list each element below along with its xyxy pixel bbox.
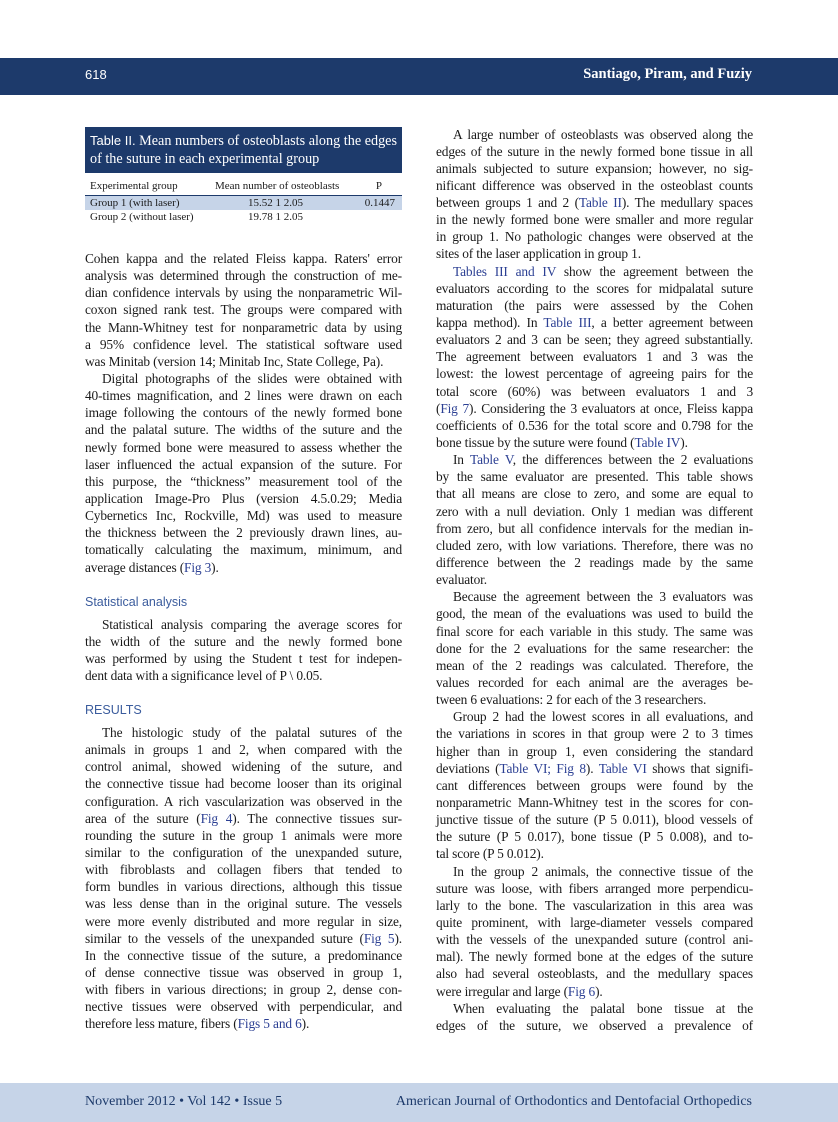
page-number: 618 bbox=[85, 67, 107, 82]
text-line bbox=[436, 623, 753, 640]
text-segment: cluded zero, with low variations. Therefore, there was no bbox=[436, 537, 753, 553]
text-segment: Group 2 had the lowest scores in all evaluations, and bbox=[453, 709, 753, 725]
text-segment: this purpose, the “thickness” measurement tool of the bbox=[85, 473, 402, 489]
text-line bbox=[85, 1015, 402, 1032]
text-line bbox=[436, 1017, 753, 1034]
text-segment: ( bbox=[436, 400, 441, 416]
text-segment: 40-times magnification, and 2 lines were drawn on each bbox=[85, 388, 402, 404]
text-line bbox=[436, 383, 753, 400]
section-heading-results: RESULTS bbox=[85, 703, 142, 717]
text-line bbox=[436, 931, 753, 948]
text-line bbox=[436, 520, 753, 537]
cross-reference-link[interactable]: Fig 5 bbox=[363, 930, 395, 946]
text-segment: the width of the suture and the newly formed bone bbox=[85, 634, 402, 650]
text-line bbox=[436, 245, 753, 262]
text-segment: , a better agreement between bbox=[591, 315, 754, 331]
text-segment: animals in groups 1 and 2, when compared with the bbox=[85, 742, 402, 758]
text-line bbox=[85, 827, 402, 844]
text-line bbox=[85, 490, 402, 507]
text-line bbox=[436, 674, 753, 691]
text-line bbox=[85, 421, 402, 438]
col-header-group: Experimental group bbox=[90, 180, 178, 192]
cross-reference-link[interactable]: Fig 7 bbox=[440, 400, 470, 416]
text-line bbox=[436, 126, 753, 143]
text-line bbox=[436, 280, 753, 297]
text-segment: analysis was determined through the construction of me- bbox=[85, 268, 402, 284]
text-segment: newly formed bone were measured to assess whether the bbox=[85, 439, 402, 455]
text-line bbox=[85, 404, 402, 421]
text-line bbox=[85, 758, 402, 775]
text-line bbox=[436, 1000, 753, 1017]
text-segment: ). bbox=[211, 559, 219, 575]
text-line bbox=[436, 845, 753, 862]
journal-name: American Journal of Orthodontics and Dentofacial Orthopedics bbox=[395, 1094, 752, 1109]
text-segment: dent data with a significance level of P \ 0.05. bbox=[85, 668, 323, 684]
table-caption: Mean numbers of osteoblasts along the edges of the suture in each experimental group bbox=[90, 133, 397, 167]
text-segment: with the vessels of the unexpanded suture (control ani- bbox=[436, 932, 753, 948]
text-line bbox=[85, 775, 402, 792]
issue-info: November 2012 • Vol 142 • Issue 5 bbox=[85, 1094, 283, 1109]
text-segment: edges of the suture, we observed a prevalence of bbox=[436, 1017, 753, 1033]
text-line bbox=[436, 417, 753, 434]
text-segment: final score for each variable in this study. The same was bbox=[436, 623, 753, 639]
table-ii bbox=[85, 127, 402, 224]
text-line bbox=[85, 456, 402, 473]
text-line bbox=[85, 507, 402, 524]
text-line bbox=[436, 485, 753, 502]
cross-reference-link[interactable]: Table II bbox=[578, 195, 622, 211]
text-segment: that all means are close to zero, and some are equal to bbox=[436, 486, 753, 502]
text-line bbox=[85, 810, 402, 827]
text-segment: Because the agreement between the 3 evaluators was bbox=[453, 589, 753, 605]
text-line bbox=[436, 228, 753, 245]
cross-reference-link[interactable]: Fig 4 bbox=[200, 810, 233, 826]
text-segment: between groups 1 and 2 ( bbox=[436, 195, 579, 211]
cross-reference-link[interactable]: Table III bbox=[543, 315, 592, 331]
text-line bbox=[436, 571, 753, 588]
text-line bbox=[436, 965, 753, 982]
text-segment: animals subjected to suture expansion; however, no sig- bbox=[436, 160, 753, 176]
text-segment: maturation (the pairs were assessed by the Cohen bbox=[436, 297, 753, 313]
text-segment: ). bbox=[301, 1016, 310, 1032]
text-segment: with fibers in various directions; in group 2, dense con- bbox=[85, 982, 402, 998]
cross-reference-link[interactable]: Tables III and IV bbox=[453, 263, 556, 279]
text-line bbox=[436, 365, 753, 382]
text-segment: area of the suture ( bbox=[85, 810, 201, 826]
text-segment: tal score (P 5 0.012). bbox=[436, 846, 544, 862]
text-segment: a 95% confidence level. The statistical software used bbox=[85, 336, 402, 352]
text-line bbox=[85, 336, 402, 353]
text-line bbox=[436, 537, 753, 554]
text-line bbox=[436, 777, 753, 794]
text-segment: laser influenced the actual expansion of the suture. For bbox=[85, 456, 402, 472]
text-segment: by the same evaluator are presented. This table shows bbox=[436, 469, 753, 485]
text-line bbox=[85, 878, 402, 895]
text-line bbox=[436, 143, 753, 160]
text-line bbox=[436, 914, 753, 931]
table-header-row bbox=[85, 179, 402, 196]
text-line bbox=[436, 760, 753, 777]
text-line bbox=[436, 588, 753, 605]
text-segment: average distances ( bbox=[85, 559, 185, 575]
text-line bbox=[85, 861, 402, 878]
text-segment: total score (60%) was between evaluators 1 and 3 bbox=[436, 383, 753, 399]
text-line bbox=[436, 983, 753, 1000]
text-segment: coefficients of 0.536 for the total score and 0.798 for the bbox=[436, 417, 753, 433]
text-line bbox=[436, 348, 753, 365]
text-segment: zero with a null deviation. Only 1 median was different bbox=[436, 503, 753, 519]
text-line bbox=[85, 250, 402, 267]
text-segment: rounding the suture in the group 1 animals were more bbox=[85, 827, 402, 843]
text-line bbox=[436, 503, 753, 520]
cross-reference-link[interactable]: Table IV bbox=[634, 435, 681, 451]
text-segment: similar to the configuration of the unexpanded suture, bbox=[85, 844, 402, 860]
text-segment: difference between the 2 readings made by the same bbox=[436, 555, 753, 571]
text-line bbox=[436, 863, 753, 880]
text-segment: nificant difference was observed in the osteoblast counts bbox=[436, 177, 753, 193]
text-segment: configuration. A rich vascularization was observed in the bbox=[85, 793, 402, 809]
text-segment: higher than in group 1, even considering the standard bbox=[436, 743, 753, 759]
left-column-intro bbox=[85, 250, 402, 576]
text-segment: coxon signed rank test. The groups were compared with bbox=[85, 302, 402, 318]
text-segment: similar to the vessels of the unexpanded suture ( bbox=[85, 930, 364, 946]
text-segment: evaluators according to the scores for midpalatal suture bbox=[436, 280, 753, 296]
cross-reference-link[interactable]: Table VI; Fig 8 bbox=[499, 760, 586, 776]
text-segment: was less dense than in the original suture. The vessels bbox=[85, 896, 402, 912]
text-segment: lowest: the lowest percentage of agreeing pairs for the bbox=[436, 366, 753, 382]
text-segment: and the palatal suture. The widths of the suture and the bbox=[85, 422, 402, 438]
text-segment: tween 6 evaluations: 2 for each of the 3 researchers. bbox=[436, 692, 707, 708]
text-line bbox=[85, 284, 402, 301]
text-segment: Statistical analysis comparing the average scores for bbox=[102, 617, 402, 632]
col-header-mean: Mean number of osteoblasts bbox=[215, 180, 340, 192]
text-line bbox=[85, 844, 402, 861]
text-segment: evaluator. bbox=[436, 572, 487, 588]
text-segment: application Image-Pro Plus (version 4.5.0.29; Media bbox=[85, 490, 402, 506]
text-line bbox=[436, 948, 753, 965]
text-line bbox=[85, 947, 402, 964]
text-line bbox=[85, 981, 402, 998]
text-line bbox=[436, 794, 753, 811]
text-segment: image following the contours of the newly formed bone bbox=[85, 405, 402, 421]
text-segment: in the newly formed bone were smaller and more regular bbox=[436, 212, 753, 228]
text-line bbox=[85, 650, 402, 667]
text-segment: good, the mean of the evaluations was used to build the bbox=[436, 606, 753, 622]
statistical-analysis-text bbox=[85, 616, 402, 685]
text-segment: were more evenly distributed and more regular in size, bbox=[85, 913, 402, 929]
cell-mean: 15.52 1 2.05 bbox=[248, 197, 303, 209]
text-line bbox=[85, 930, 402, 947]
text-segment: shows that signifi- bbox=[646, 760, 753, 776]
text-segment: quite prominent, with large-diameter vessels compared bbox=[436, 914, 753, 930]
text-segment: done for the 2 evaluations for the same researcher: the bbox=[436, 640, 753, 656]
text-line bbox=[436, 657, 753, 674]
cross-reference-link[interactable]: Fig 3 bbox=[184, 559, 212, 575]
text-line bbox=[436, 897, 753, 914]
text-line bbox=[436, 880, 753, 897]
text-segment: mal). The newly formed bone at the edges of the suture bbox=[436, 949, 753, 965]
text-segment: in group 1. No pathologic changes were observed at the bbox=[436, 229, 753, 245]
table-row bbox=[85, 196, 402, 210]
text-line bbox=[85, 319, 402, 336]
text-line bbox=[85, 793, 402, 810]
text-segment: edges of the suture in the newly formed bone tissue in all bbox=[436, 143, 753, 159]
text-segment: of dense connective tissue was observed in group 1, bbox=[85, 964, 402, 980]
text-segment: was Minitab (version 14; Minitab Inc, State College, Pa). bbox=[85, 353, 384, 369]
text-segment: therefore less mature, fibers ( bbox=[85, 1016, 238, 1032]
text-line bbox=[85, 524, 402, 541]
cross-reference-link[interactable]: Figs 5 and 6 bbox=[237, 1016, 302, 1032]
cross-reference-link[interactable]: Table V bbox=[470, 452, 513, 468]
cell-group: Group 1 (with laser) bbox=[90, 197, 180, 209]
text-segment: junctive tissue of the suture (P 5 0.011), blood vessels of bbox=[436, 812, 753, 828]
text-line bbox=[85, 473, 402, 490]
text-line bbox=[436, 605, 753, 622]
text-line bbox=[436, 691, 753, 708]
text-line bbox=[85, 301, 402, 318]
text-line bbox=[85, 616, 402, 633]
text-segment: the Mann-Whitney test for nonparametric data by using bbox=[85, 319, 402, 335]
cross-reference-link[interactable]: Table VI bbox=[598, 760, 647, 776]
text-line bbox=[85, 964, 402, 981]
text-segment: were irregular and large ( bbox=[436, 983, 568, 999]
text-segment: The agreement between evaluators 1 and 3 was the bbox=[436, 349, 753, 365]
text-segment: Cohen kappa and the related Fleiss kappa. Raters' error bbox=[85, 251, 402, 266]
text-segment: was performed by using the Student t test for indepen- bbox=[85, 651, 402, 667]
text-line bbox=[436, 177, 753, 194]
text-segment: form bundles in various directions, although this tissue bbox=[85, 879, 402, 895]
col-header-p: P bbox=[375, 180, 382, 192]
text-line bbox=[436, 400, 753, 417]
running-footer bbox=[0, 1083, 838, 1122]
text-line bbox=[85, 913, 402, 930]
text-segment: ). The connective tissues sur- bbox=[232, 810, 402, 826]
text-segment: deviations ( bbox=[436, 760, 500, 776]
text-line bbox=[436, 640, 753, 657]
text-segment: the suture (P 5 0.017), bone tissue (P 5 0.008), and to- bbox=[436, 829, 753, 845]
cell-p: 0.1447 bbox=[364, 197, 395, 209]
text-line bbox=[85, 370, 402, 387]
text-line bbox=[85, 724, 402, 741]
running-authors: Santiago, Piram, and Fuziy bbox=[583, 66, 752, 82]
text-segment: also had several osteoblasts, and the medullary spaces bbox=[436, 966, 753, 982]
text-segment: In bbox=[453, 452, 470, 468]
text-line bbox=[85, 439, 402, 456]
text-segment: nective tissues were observed with perpendicular, and bbox=[85, 999, 402, 1015]
text-segment: suture was loose, with fibers arranged more perpendicu- bbox=[436, 880, 753, 896]
text-line bbox=[436, 331, 753, 348]
text-segment: nonparametric Mann-Whitney test in the scores for con- bbox=[436, 794, 753, 810]
cell-group: Group 2 (without laser) bbox=[90, 211, 194, 223]
text-line bbox=[436, 263, 753, 280]
text-segment: with fibroblasts and collagen fibers that tended to bbox=[85, 862, 402, 878]
text-segment: kappa method). In bbox=[436, 315, 544, 331]
table-row bbox=[85, 210, 402, 224]
text-segment: ). bbox=[394, 930, 402, 946]
text-segment: larly to the bone. The vascularization in this area was bbox=[436, 897, 753, 913]
text-segment: ). bbox=[595, 983, 603, 999]
text-segment: dian confidence intervals by using the nonparametric Wil- bbox=[85, 285, 402, 301]
text-line bbox=[85, 895, 402, 912]
text-line bbox=[85, 998, 402, 1015]
cell-mean: 19.78 1 2.05 bbox=[248, 211, 303, 223]
text-line bbox=[85, 559, 402, 576]
text-line bbox=[436, 434, 753, 451]
text-segment: the thickness between the 2 previously drawn lines, au- bbox=[85, 525, 402, 541]
text-segment: bone tissue by the suture were found ( bbox=[436, 435, 635, 451]
cross-reference-link[interactable]: Fig 6 bbox=[567, 983, 596, 999]
text-line bbox=[436, 828, 753, 845]
text-segment: ). bbox=[585, 760, 599, 776]
text-segment: control animal, showed widening of the suture, and bbox=[85, 759, 402, 775]
text-line bbox=[436, 468, 753, 485]
text-segment: When evaluating the palatal bone tissue at the bbox=[453, 1000, 753, 1016]
text-line bbox=[436, 451, 753, 468]
text-line bbox=[436, 811, 753, 828]
text-segment: ). Considering the 3 evaluators at once, Fleiss kappa bbox=[469, 400, 754, 416]
text-segment: Digital photographs of the slides were obtained with bbox=[102, 370, 402, 386]
text-line bbox=[436, 743, 753, 760]
text-line bbox=[436, 554, 753, 571]
table-label: Table II. bbox=[90, 133, 136, 148]
text-segment: mean of the 2 readings was calculated. Therefore, the bbox=[436, 657, 753, 673]
text-line bbox=[436, 708, 753, 725]
section-heading-statistical-analysis: Statistical analysis bbox=[85, 595, 188, 609]
text-line bbox=[436, 314, 753, 331]
text-line bbox=[85, 541, 402, 558]
text-line bbox=[436, 211, 753, 228]
text-segment: tomatically calculating the maximum, minimum, and bbox=[85, 542, 402, 558]
results-text bbox=[85, 724, 402, 1033]
text-segment: , the differences between the 2 evaluations bbox=[512, 452, 754, 468]
text-segment: values recorded for each animal are the averages be- bbox=[436, 675, 753, 690]
text-segment: show the agreement between the bbox=[555, 263, 753, 279]
text-line bbox=[85, 353, 402, 370]
text-line bbox=[85, 387, 402, 404]
running-header bbox=[0, 58, 838, 95]
text-line bbox=[436, 297, 753, 314]
text-segment: evaluators 2 and 3 can be seen; they agreed substantially. bbox=[436, 332, 753, 348]
text-segment: In the group 2 animals, the connective tissue of the bbox=[453, 863, 753, 879]
text-line bbox=[436, 194, 753, 211]
text-line bbox=[85, 267, 402, 284]
text-segment: the variations in scores in that group were 2 to 3 times bbox=[436, 726, 753, 742]
text-segment: Cybernetics Inc, Rockville, Md) was used to measure bbox=[85, 508, 402, 524]
text-segment: from zero, but all confidence intervals for the median in- bbox=[436, 520, 753, 536]
text-segment: cant differences between groups were found by the bbox=[436, 777, 753, 793]
text-segment: ). bbox=[680, 435, 688, 451]
text-segment: In the connective tissue of the suture, a predominance bbox=[85, 947, 402, 963]
text-segment: ). The medullary spaces bbox=[621, 195, 753, 211]
text-segment: The histologic study of the palatal sutures of the bbox=[102, 725, 402, 740]
text-segment: the connective tissue had become looser than its original bbox=[85, 776, 402, 792]
text-segment: sites of the laser application in group 1. bbox=[436, 246, 641, 262]
text-segment: A large number of osteoblasts was observed along the bbox=[453, 126, 753, 142]
text-line bbox=[85, 741, 402, 758]
right-column-text bbox=[436, 126, 753, 1034]
text-line bbox=[436, 725, 753, 742]
table-title bbox=[85, 127, 402, 173]
text-line bbox=[85, 633, 402, 650]
text-line bbox=[436, 160, 753, 177]
text-line bbox=[85, 667, 402, 684]
